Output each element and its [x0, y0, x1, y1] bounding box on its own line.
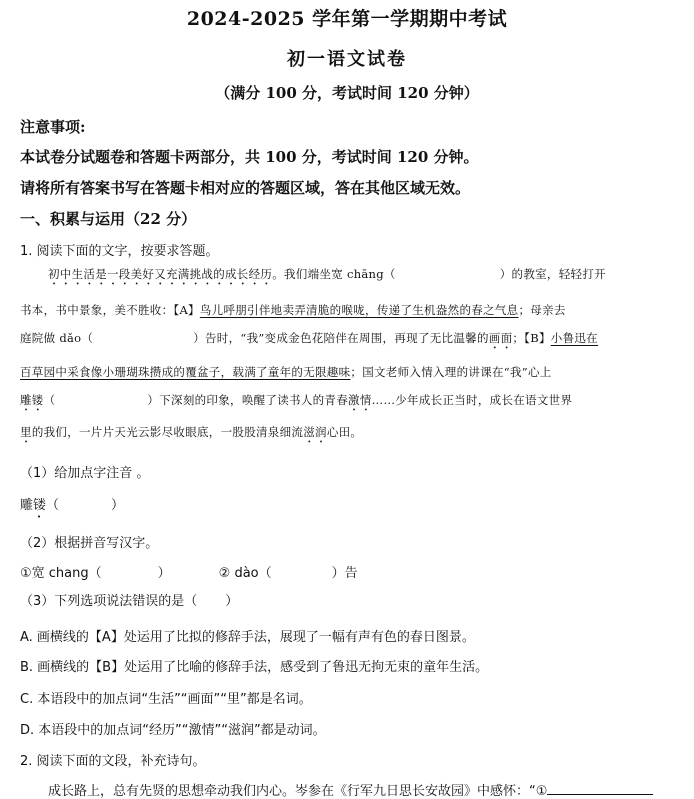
notice-heading: 注意事项: — [20, 118, 86, 136]
question-2-line-1: 成长路上，总有先贤的思想牵动我们内心。岑参在《行军九日思长安故园》中感怀：“① — [48, 780, 680, 799]
dotted-word-carve: 雕镂 — [20, 393, 44, 407]
dotted-word-nourish: 滋润 — [303, 425, 327, 439]
passage-line-6: 里的我们，一片片天光云影尽收眼底，一股股清泉细流滋润心田。 — [20, 425, 363, 439]
section-1-heading: 一、积累与运用（22 分） — [20, 210, 197, 228]
sub-question-1-item: 雕镂（ ） — [20, 498, 125, 513]
sub-question-1-label: （1）给加点字注音 。 — [20, 466, 150, 481]
notice-line-1: 本试卷分试题卷和答题卡两部分，共 100 分，考试时间 120 分钟。 — [20, 148, 479, 166]
option-d: D. 本语段中的加点词“经历”“激情”“滋润”都是动词。 — [20, 723, 326, 738]
option-c: C. 本语段中的加点词“生活”“画面”“里”都是名词。 — [20, 692, 312, 707]
notice-line-2: 请将所有答案书写在答题卡相对应的答题区域，答在其他区域无效。 — [20, 179, 471, 197]
answer-line — [547, 782, 653, 795]
paper-subtitle: 初一语文试卷 — [287, 49, 407, 70]
passage-line-5: 雕镂（ ）下深刻的印象，唤醒了读书人的青春激情……少年成长正当时，成长在语文世界 — [20, 393, 573, 407]
sub-question-3-label: （3）下列选项说法错误的是（ ） — [20, 594, 239, 609]
exam-title: 2024-2025 学年第一学期期中考试 — [186, 8, 508, 30]
question-1-prompt: 1. 阅读下面的文字，按要求答题。 — [20, 244, 219, 259]
underlined-sentence-b-start: 小鲁迅在 — [550, 331, 598, 345]
underlined-sentence-b: 百草园中采食像小珊瑚珠攒成的覆盆子，载满了童年的无限趣味 — [20, 365, 351, 379]
passage-line-1: 初中生活是一段美好又充满挑战的成长经历。我们端坐宽 chāng（ ）的教室，轻轻打开 — [48, 267, 606, 281]
dotted-word-picture: 画面 — [488, 331, 513, 345]
option-a: A. 画横线的【A】处运用了比拟的修辞手法，展现了一幅有声有色的春日图景。 — [20, 630, 475, 645]
sub-question-2-label: （2）根据拼音写汉字。 — [20, 536, 159, 551]
dotted-word-experience: 初中生活是一段美好又充满挑战的成长经历 — [48, 267, 273, 281]
sub-question-2-items: ①宽 chang（ ） ② dào（ ）告 — [20, 566, 358, 581]
question-2-prompt: 2. 阅读下面的文段，补充诗句。 — [20, 754, 206, 769]
option-b: B. 画横线的【B】处运用了比喻的修辞手法，感受到了鲁迅无拘无束的童年生活。 — [20, 660, 489, 675]
passage-line-3: 庭院做 dǎo（ ）告时，“我”变成金色花陪伴在周围，再现了无比温馨的画面；【B】小鲁迅在 — [20, 331, 598, 345]
dotted-word-passion: 激情 — [348, 393, 372, 407]
passage-line-2: 书本，书中景象，美不胜收：【A】鸟儿呼朋引伴地卖弄清脆的喉咙，传递了生机盎然的春之气息；母亲去 — [20, 303, 566, 317]
dotted-word-inside: 里 — [20, 425, 32, 439]
dotted-char: 镂 — [33, 498, 47, 513]
passage-line-4: 百草园中采食像小珊瑚珠攒成的覆盆子，载满了童年的无限趣味；国文老师入情入理的讲课在“我”心上 — [20, 365, 552, 379]
underlined-sentence-a: 鸟儿呼朋引伴地卖弄清脆的喉咙，传递了生机盎然的春之气息 — [199, 303, 519, 317]
exam-info: （满分 100 分，考试时间 120 分钟） — [215, 84, 479, 102]
